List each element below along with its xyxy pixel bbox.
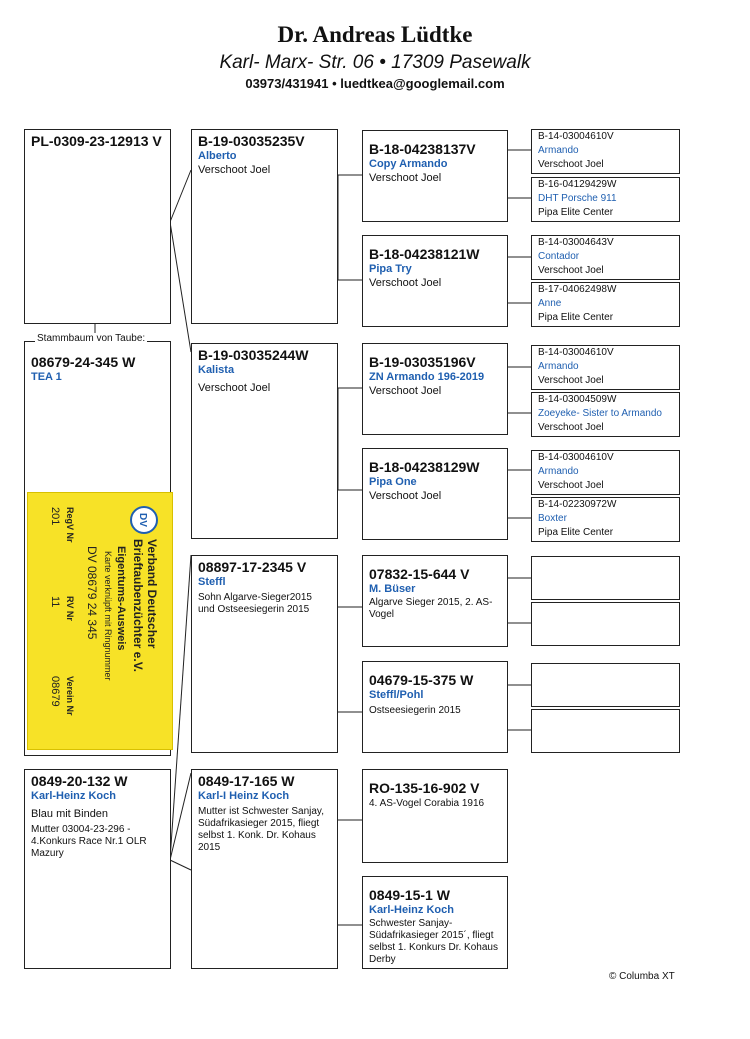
breeder-contact: 03973/431941 • luedtkea@googlemail.com bbox=[245, 76, 505, 91]
gp-1-ring: B-18-04238137V bbox=[369, 141, 476, 157]
lower-dam-parent-name: Karl-I Heinz Koch bbox=[198, 790, 290, 802]
gp-7-ring: RO-135-16-902 V bbox=[369, 780, 480, 796]
gp-6-note: Ostseesiegerin 2015 bbox=[369, 705, 461, 716]
ownership-card bbox=[27, 492, 173, 750]
card-ring-number: DV 08679 24 345 bbox=[85, 546, 99, 640]
lower-dam-box[interactable] bbox=[24, 769, 171, 969]
gp-5-name: M. Büser bbox=[369, 583, 416, 595]
dv-logo-icon bbox=[129, 505, 159, 535]
gp-5-ring: 07832-15-644 V bbox=[369, 566, 470, 582]
gp-3-name: ZN Armando 196-2019 bbox=[369, 371, 485, 383]
gp-box-2[interactable] bbox=[362, 235, 508, 327]
gp-box-6[interactable] bbox=[362, 661, 508, 753]
ggp-box-6[interactable] bbox=[531, 392, 680, 437]
card-description: Karte verknüpft mit Ringnummer bbox=[103, 551, 113, 681]
breeder-address: Karl- Marx- Str. 06 • 17309 Pasewalk bbox=[219, 52, 531, 73]
ggp-box-3[interactable] bbox=[531, 235, 680, 280]
ggp-1-ring: B-14-03004610V bbox=[538, 131, 614, 142]
gp-4-owner: Verschoot Joel bbox=[369, 490, 442, 502]
gp-4-name: Pipa One bbox=[369, 476, 417, 488]
gp-box-1[interactable] bbox=[362, 130, 508, 222]
ggp-6-name: Zoeyeke- Sister to Armando bbox=[538, 408, 662, 419]
subject-name: TEA 1 bbox=[31, 371, 62, 383]
dam-name: Kalista bbox=[198, 364, 235, 376]
gp-1-name: Copy Armando bbox=[369, 158, 448, 170]
ggp-box-12[interactable] bbox=[531, 709, 680, 753]
svg-text:DV: DV bbox=[137, 513, 148, 527]
lower-dam-ring: 0849-20-132 W bbox=[31, 773, 128, 789]
gp-4-ring: B-18-04238129W bbox=[369, 459, 480, 475]
lower-dam-name: Karl-Heinz Koch bbox=[31, 790, 116, 802]
gp-6-name: Steffl/Pohl bbox=[369, 689, 424, 701]
lower-dam-note1: Blau mit Binden bbox=[31, 808, 109, 820]
lower-sire-box[interactable] bbox=[191, 555, 338, 753]
ggp-box-2[interactable] bbox=[531, 177, 680, 222]
subject-top-box[interactable] bbox=[24, 129, 171, 324]
gp-6-ring: 04679-15-375 W bbox=[369, 672, 474, 688]
ggp-box-8[interactable] bbox=[531, 497, 680, 542]
lower-dam-parent-note: Mutter ist Schwester Sanjay, Südafrikasieger 2015, fliegt selbst 1. Konk. Dr. Kohaus 2015 bbox=[198, 806, 324, 853]
card-col3-label: Verein Nr bbox=[65, 676, 75, 716]
ggp-1-name: Armando bbox=[538, 145, 579, 156]
ggp-6-owner: Verschoot Joel bbox=[538, 422, 604, 433]
card-subtitle: Eigentums-Ausweis bbox=[115, 546, 127, 651]
ggp-box-4[interactable] bbox=[531, 282, 680, 327]
lower-sire-note: Sohn Algarve-Sieger2015 und Ostseesiegerin 2015 bbox=[198, 592, 312, 615]
sire-name: Alberto bbox=[198, 150, 237, 162]
ggp-box-1[interactable] bbox=[531, 129, 680, 174]
lower-sire-name: Steffl bbox=[198, 576, 226, 588]
ggp-8-name: Boxter bbox=[538, 513, 567, 524]
gp-box-5[interactable] bbox=[362, 555, 508, 647]
dam-box[interactable] bbox=[191, 343, 338, 539]
ggp-box-11[interactable] bbox=[531, 663, 680, 707]
copyright: © Columba XT bbox=[609, 971, 675, 982]
gp-box-7[interactable] bbox=[362, 769, 508, 863]
ggp-4-ring: B-17-04062498W bbox=[538, 284, 617, 295]
ggp-5-ring: B-14-03004610V bbox=[538, 347, 614, 358]
gp-5-note: Algarve Sieger 2015, 2. AS-Vogel bbox=[369, 597, 493, 620]
ggp-2-ring: B-16-04129429W bbox=[538, 179, 617, 190]
ggp-7-ring: B-14-03004610V bbox=[538, 452, 614, 463]
pedigree-label: Stammbaum von Taube: bbox=[37, 333, 146, 344]
gp-8-note: Schwester Sanjay- Südafrikasieger 2015´, fliegt selbst 1. Konkurs Dr. Kohaus Derby bbox=[369, 918, 498, 965]
gp-8-ring: 0849-15-1 W bbox=[369, 887, 450, 903]
card-col1-value: 201 bbox=[49, 507, 61, 526]
ggp-box-9[interactable] bbox=[531, 556, 680, 600]
lower-dam-note2: Mutter 03004-23-296 - 4.Konkurs Race Nr.1 OLR Mazury bbox=[31, 824, 147, 859]
ggp-4-owner: Pipa Elite Center bbox=[538, 312, 614, 323]
dam-owner: Verschoot Joel bbox=[198, 382, 271, 394]
ggp-8-owner: Pipa Elite Center bbox=[538, 527, 614, 538]
card-title-1: Verband Deutscher bbox=[145, 539, 159, 649]
lower-sire-ring: 08897-17-2345 V bbox=[198, 559, 307, 575]
ggp-8-ring: B-14-02230972W bbox=[538, 499, 617, 510]
sire-owner: Verschoot Joel bbox=[198, 164, 271, 176]
gp-1-owner: Verschoot Joel bbox=[369, 172, 442, 184]
ggp-5-name: Armando bbox=[538, 361, 579, 372]
ggp-3-name: Contador bbox=[538, 251, 580, 262]
ggp-2-name: DHT Porsche 911 bbox=[538, 193, 617, 204]
ggp-7-owner: Verschoot Joel bbox=[538, 480, 604, 491]
gp-box-3[interactable] bbox=[362, 343, 508, 435]
gp-3-ring: B-19-03035196V bbox=[369, 354, 476, 370]
lower-dam-parent-box[interactable] bbox=[191, 769, 338, 969]
ggp-box-10[interactable] bbox=[531, 602, 680, 646]
card-col2-value: 11 bbox=[49, 596, 61, 608]
subject-ring: 08679-24-345 W bbox=[31, 354, 136, 370]
gp-box-4[interactable] bbox=[362, 448, 508, 540]
ggp-5-owner: Verschoot Joel bbox=[538, 375, 604, 386]
ggp-box-7[interactable] bbox=[531, 450, 680, 495]
ggp-3-ring: B-14-03004643V bbox=[538, 237, 614, 248]
ggp-box-5[interactable] bbox=[531, 345, 680, 390]
gp-7-note: 4. AS-Vogel Corabia 1916 bbox=[369, 798, 485, 809]
card-col3-value: 08679 bbox=[49, 676, 61, 707]
dam-ring: B-19-03035244W bbox=[198, 347, 309, 363]
gp-2-owner: Verschoot Joel bbox=[369, 277, 442, 289]
gp-box-8[interactable] bbox=[362, 876, 508, 969]
ggp-6-ring: B-14-03004509W bbox=[538, 394, 617, 405]
gp-2-name: Pipa Try bbox=[369, 263, 412, 275]
breeder-name: Dr. Andreas Lüdtke bbox=[277, 22, 473, 47]
ggp-2-owner: Pipa Elite Center bbox=[538, 207, 614, 218]
lower-dam-parent-ring: 0849-17-165 W bbox=[198, 773, 295, 789]
card-title-2: Brieftaubenzüchter e.V. bbox=[131, 539, 145, 672]
sire-box[interactable] bbox=[191, 129, 338, 324]
gp-3-owner: Verschoot Joel bbox=[369, 385, 442, 397]
ggp-3-owner: Verschoot Joel bbox=[538, 265, 604, 276]
ggp-7-name: Armando bbox=[538, 466, 579, 477]
subject-top-ring: PL-0309-23-12913 V bbox=[31, 133, 162, 149]
sire-ring: B-19-03035235V bbox=[198, 133, 305, 149]
ggp-4-name: Anne bbox=[538, 298, 562, 309]
card-col1-label: RegV Nr bbox=[65, 507, 75, 543]
ggp-1-owner: Verschoot Joel bbox=[538, 159, 604, 170]
gp-2-ring: B-18-04238121W bbox=[369, 246, 480, 262]
gp-8-name: Karl-Heinz Koch bbox=[369, 904, 454, 916]
card-col2-label: RV Nr bbox=[65, 596, 75, 621]
